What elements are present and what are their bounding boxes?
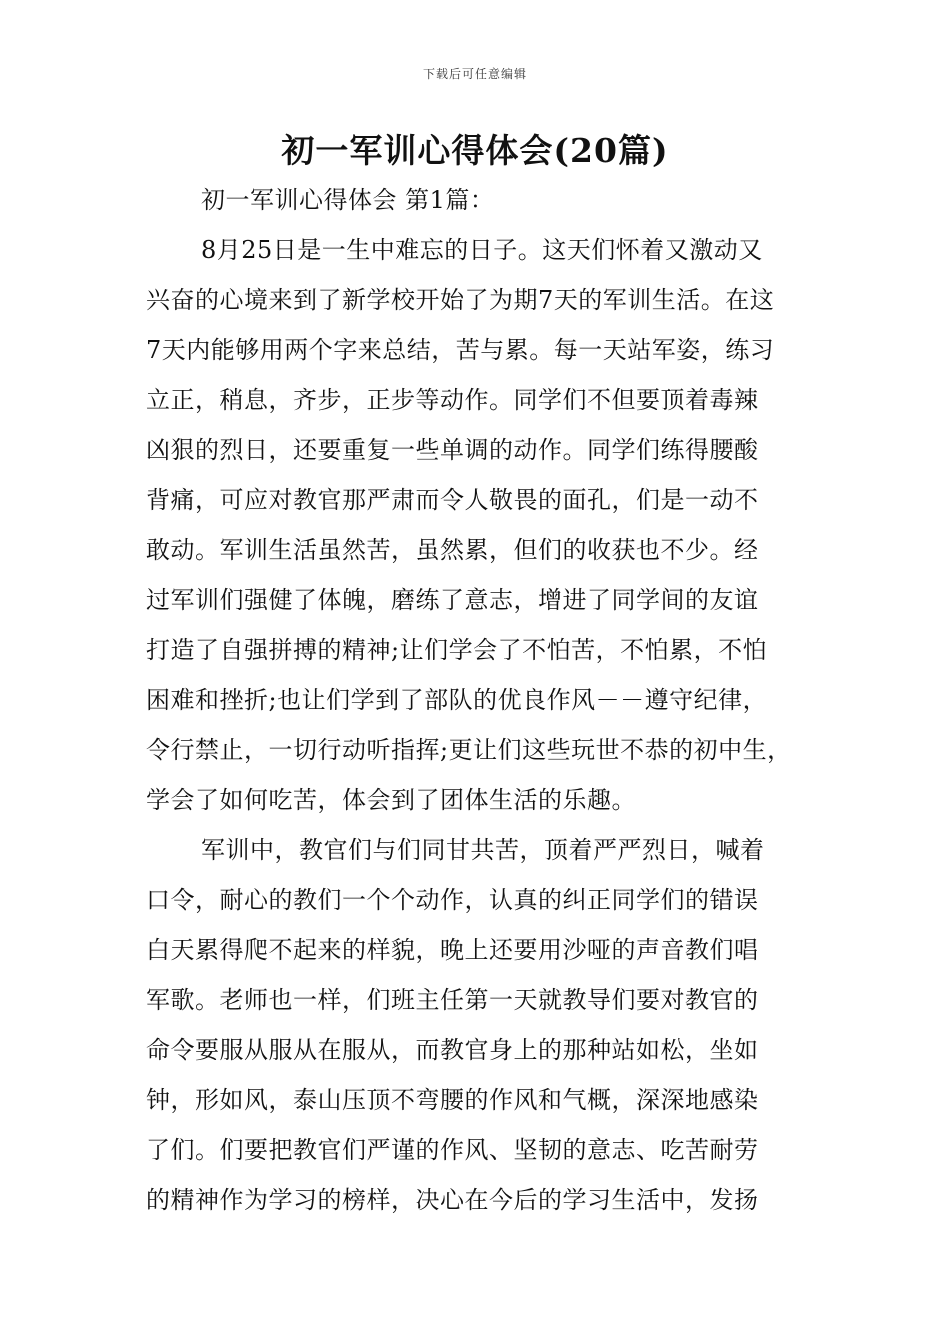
header-note: 下载后可任意编辑 [422,67,527,81]
text-line: 8月25日是一生中难忘的日子。这天们怀着又激动又 [201,236,763,264]
text-line: 了们。们要把教官们严谨的作风、坚韧的意志、吃苦耐劳 [146,1136,759,1164]
text-line: 7天内能够用两个字来总结，苦与累。每一天站军姿，练习 [146,336,775,364]
document-title: 初一军训心得体会(20篇) [281,131,669,170]
text-line: 兴奋的心境来到了新学校开始了为期7天的军训生活。在这 [146,286,775,314]
text-line: 军歌。老师也一样，们班主任第一天就教导们要对教官的 [146,986,759,1014]
text-line: 钟，形如风，泰山压顶不弯腰的作风和气概，深深地感染 [146,1086,759,1114]
text-line: 的精神作为学习的榜样，决心在今后的学习生活中，发扬 [146,1186,759,1214]
text-line: 困难和挫折;也让们学到了部队的优良作风－－遵守纪律， [146,686,768,714]
text-line: 白天累得爬不起来的样貌，晚上还要用沙哑的声音教们唱 [146,936,759,964]
text-line: 打造了自强拼搏的精神;让们学会了不怕苦，不怕累，不怕 [146,636,768,664]
text-line: 军训中，教官们与们同甘共苦，顶着严严烈日，喊着 [201,836,765,864]
text-line: 命令要服从服从在服从，而教官身上的那种站如松，坐如 [146,1036,759,1064]
text-line: 令行禁止，一切行动听指挥;更让们这些玩世不恭的初中生， [146,736,792,764]
text-line: 凶狠的烈日，还要重复一些单调的动作。同学们练得腰酸 [146,436,759,464]
text-line: 敢动。军训生活虽然苦，虽然累，但们的收获也不少。经 [146,536,759,564]
text-line: 过军训们强健了体魄，磨练了意志，增进了同学间的友谊 [146,586,759,614]
text-line: 背痛，可应对教官那严肃而令人敬畏的面孔，们是一动不 [146,486,759,514]
text-line: 学会了如何吃苦，体会到了团体生活的乐趣。 [146,786,636,814]
section-heading: 初一军训心得体会 第1篇： [201,186,495,214]
document-body [146,175,836,1225]
text-line: 口令，耐心的教们一个个动作，认真的纠正同学们的错误 [146,886,759,914]
text-line: 立正，稍息，齐步，正步等动作。同学们不但要顶着毒辣 [146,386,759,414]
